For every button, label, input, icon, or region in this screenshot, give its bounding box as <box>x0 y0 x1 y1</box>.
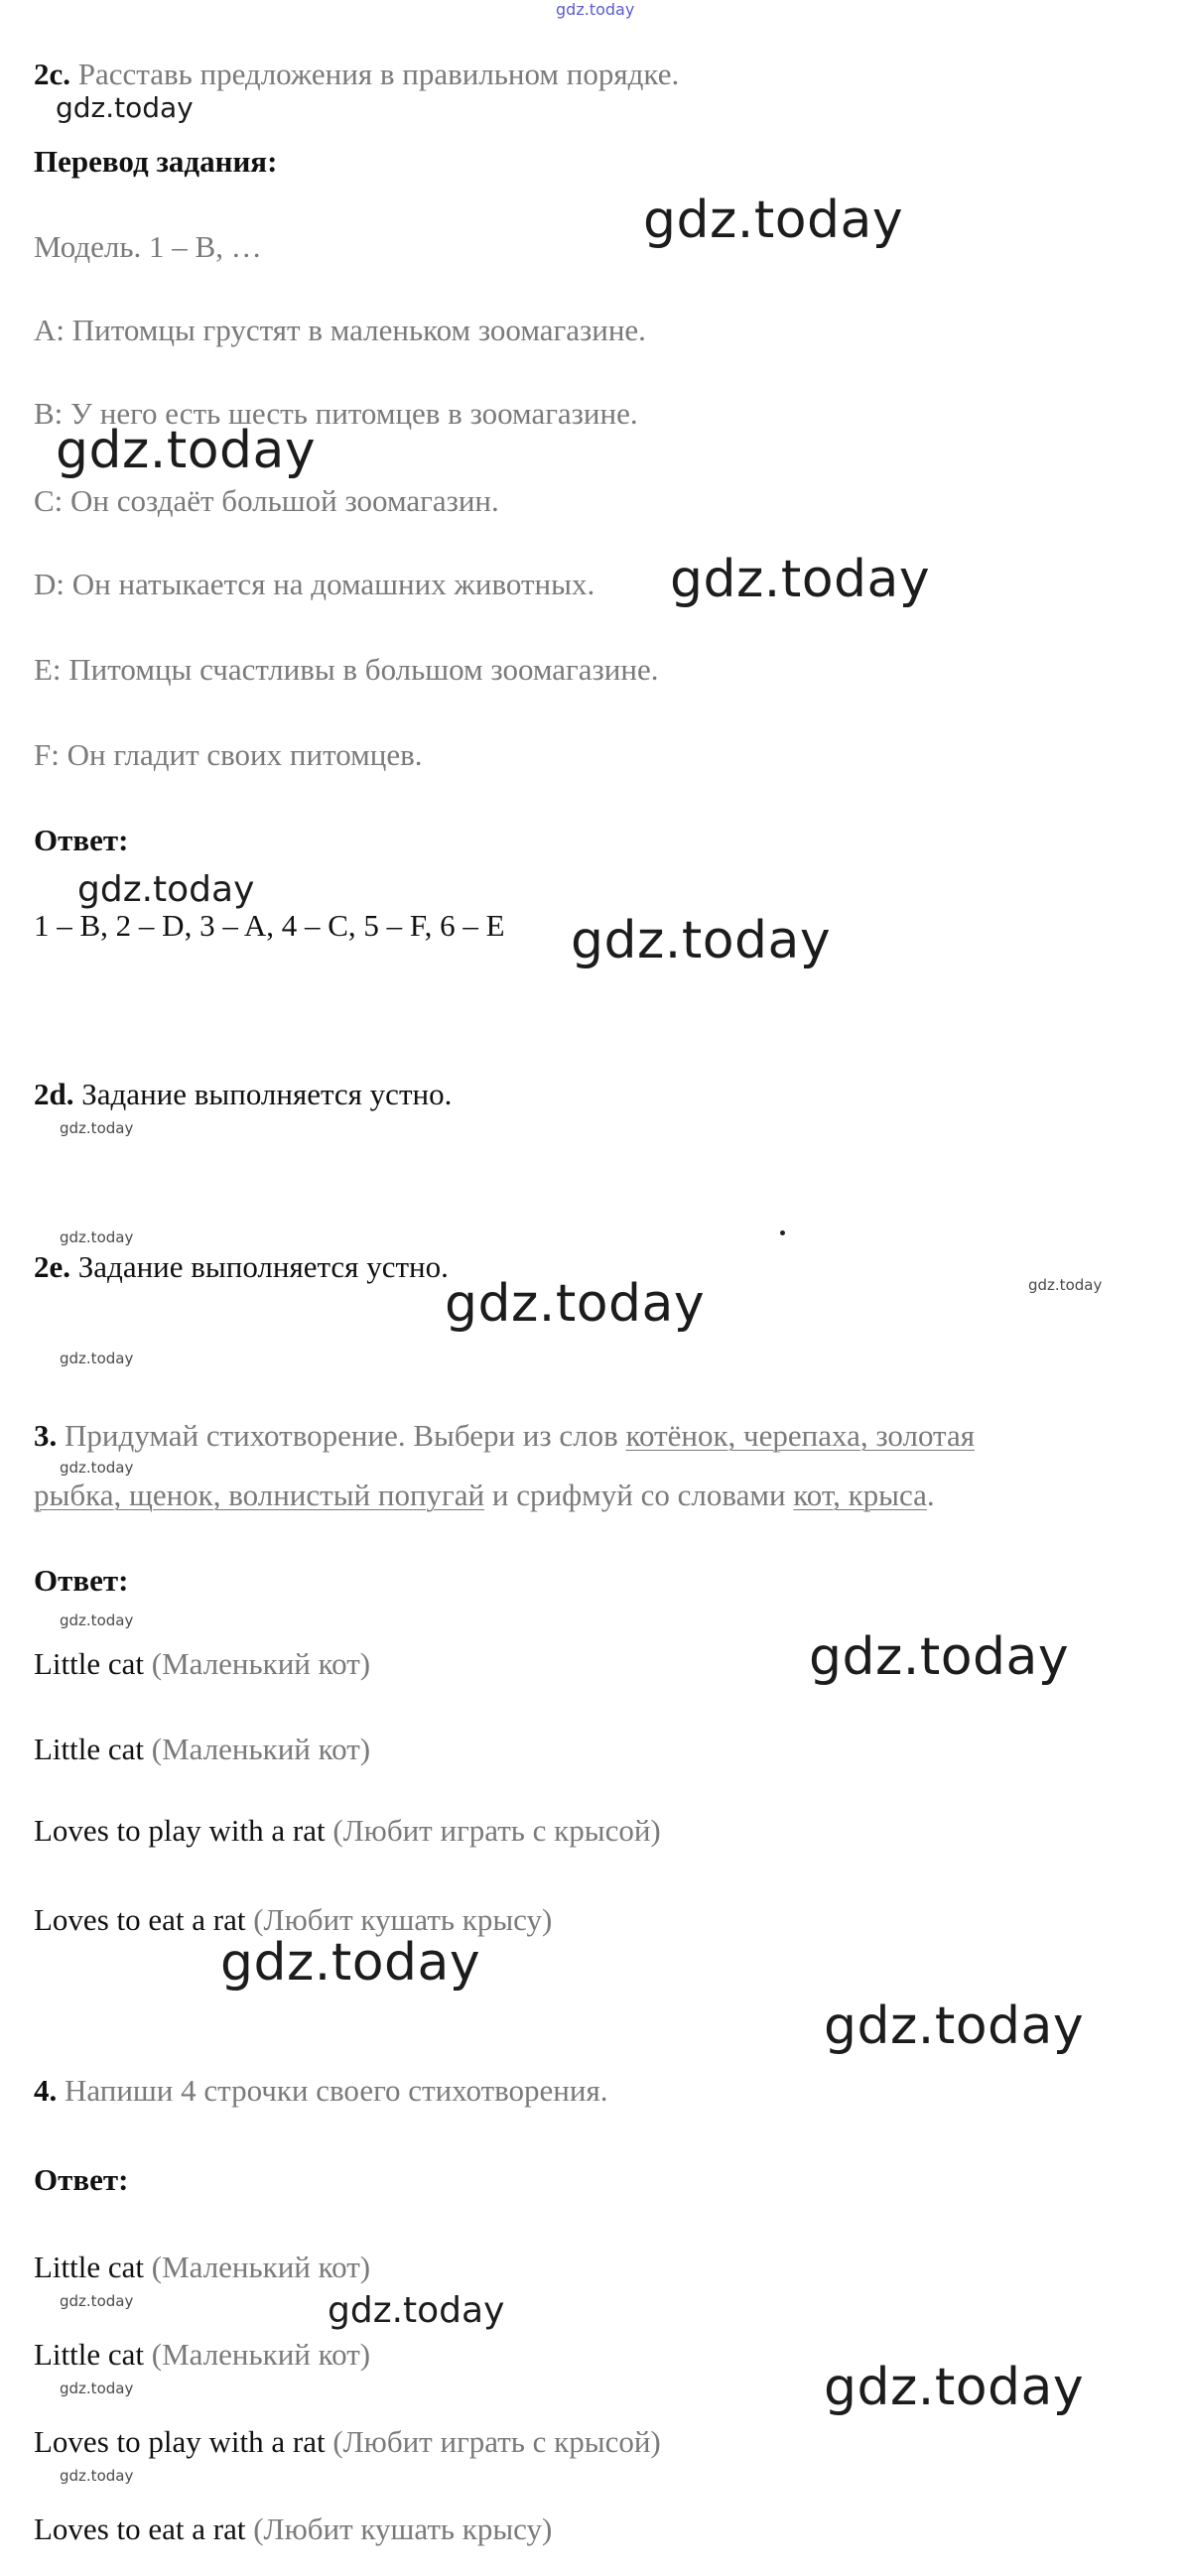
watermark: gdz.today <box>60 1119 134 1137</box>
task-2d-number: 2d. <box>34 1077 74 1111</box>
task-2e-number: 2e. <box>34 1249 71 1284</box>
task-2c-heading <box>34 56 679 93</box>
task-2d-heading <box>34 1076 452 1113</box>
watermark: gdz.today <box>1028 1276 1103 1294</box>
watermark: gdz.today <box>60 1228 134 1246</box>
watermark: gdz.today <box>571 911 832 970</box>
task-2e-text: Задание выполняется устно. <box>77 1249 449 1284</box>
poem-ru: (Любит кушать крысу) <box>253 2512 553 2546</box>
watermark: gdz.today <box>824 1996 1085 2056</box>
task-3-line-2 <box>34 1477 935 1514</box>
watermark: gdz.today <box>60 1611 134 1629</box>
poem-ru: (Маленький кот) <box>151 1646 371 1681</box>
task-3-words-3: кот, крыса <box>793 1478 927 1512</box>
option-d: D: Он натыкается на домашних животных. <box>34 567 595 601</box>
watermark: gdz.today <box>56 421 317 480</box>
poem-en: Little cat <box>34 2250 145 2284</box>
task-3-text-b: и срифмуй со словами <box>484 1478 794 1512</box>
watermark: gdz.today <box>328 2290 505 2331</box>
option-a: A: Питомцы грустят в маленьком зоомагазине. <box>34 313 646 347</box>
answer-label-2c: Ответ: <box>34 823 129 857</box>
task-3-text-end: . <box>926 1478 935 1512</box>
task-3-number: 3. <box>34 1418 58 1453</box>
task-4-number: 4. <box>34 2073 58 2108</box>
poem-en: Loves to eat a rat <box>34 2512 246 2546</box>
watermark: gdz.today <box>60 2292 134 2310</box>
task-2c-number: 2c. <box>34 57 71 91</box>
task-3-words-2: рыбка, щенок, волнистый попугай <box>34 1478 485 1512</box>
watermark: gdz.today <box>445 1274 706 1334</box>
watermark: gdz.today <box>809 1627 1070 1687</box>
option-e: E: Питомцы счастливы в большом зоомагазине. <box>34 652 659 687</box>
poem-line <box>34 2336 370 2374</box>
poem-en: Little cat <box>34 1732 145 1766</box>
task-4-heading <box>34 2072 608 2110</box>
poem-line <box>34 2423 661 2461</box>
poem-en: Little cat <box>34 1646 145 1681</box>
poem-en: Loves to eat a rat <box>34 1902 246 1937</box>
task-2e-heading <box>34 1248 449 1286</box>
poem-ru: (Любит играть с крысой) <box>332 2424 661 2459</box>
watermark-top: gdz.today <box>556 0 635 19</box>
watermark: gdz.today <box>824 2358 1085 2417</box>
option-b: B: У него есть шесть питомцев в зоомагазине. <box>34 396 638 431</box>
task-2d-text: Задание выполняется устно. <box>81 1077 453 1111</box>
poem-ru: (Любит кушать крысу) <box>253 1902 553 1937</box>
poem-ru: (Маленький кот) <box>151 2337 371 2372</box>
watermark: gdz.today <box>56 91 194 124</box>
poem-ru: (Маленький кот) <box>151 2250 371 2284</box>
option-f: F: Он гладит своих питомцев. <box>34 737 423 772</box>
poem-line <box>34 1812 661 1850</box>
poem-ru: (Маленький кот) <box>151 1732 371 1766</box>
poem-line <box>34 2511 552 2548</box>
model-line: Модель. 1 – B, … <box>34 229 262 264</box>
watermark: gdz.today <box>220 1933 481 1993</box>
task-3-words-1: котёнок, черепаха, золотая <box>625 1418 976 1453</box>
stray-dot <box>780 1230 785 1235</box>
watermark: gdz.today <box>77 869 255 910</box>
watermark: gdz.today <box>60 1459 134 1477</box>
poem-line <box>34 2249 370 2286</box>
watermark: gdz.today <box>60 1350 134 1367</box>
poem-line <box>34 1645 370 1683</box>
poem-ru: (Любит играть с крысой) <box>332 1813 661 1848</box>
watermark: gdz.today <box>670 550 931 609</box>
watermark: gdz.today <box>60 2467 134 2485</box>
option-c: C: Он создаёт большой зоомагазин. <box>34 483 499 518</box>
task-2c-text: Расставь предложения в правильном порядке. <box>77 57 680 91</box>
poem-line <box>34 1731 370 1768</box>
poem-en: Loves to play with a rat <box>34 2424 326 2459</box>
poem-en: Loves to play with a rat <box>34 1813 326 1848</box>
task-3-text-a: Придумай стихотворение. Выбери из слов <box>65 1418 626 1453</box>
watermark: gdz.today <box>60 2380 134 2397</box>
poem-en: Little cat <box>34 2337 145 2372</box>
answer-2c: 1 – B, 2 – D, 3 – A, 4 – C, 5 – F, 6 – E <box>34 908 505 943</box>
answer-label-3: Ответ: <box>34 1563 129 1598</box>
answer-label-4: Ответ: <box>34 2162 129 2197</box>
task-4-text: Напиши 4 строчки своего стихотворения. <box>65 2073 608 2108</box>
translation-label: Перевод задания: <box>34 144 278 179</box>
watermark: gdz.today <box>643 191 904 250</box>
task-3-line-1 <box>34 1417 975 1455</box>
